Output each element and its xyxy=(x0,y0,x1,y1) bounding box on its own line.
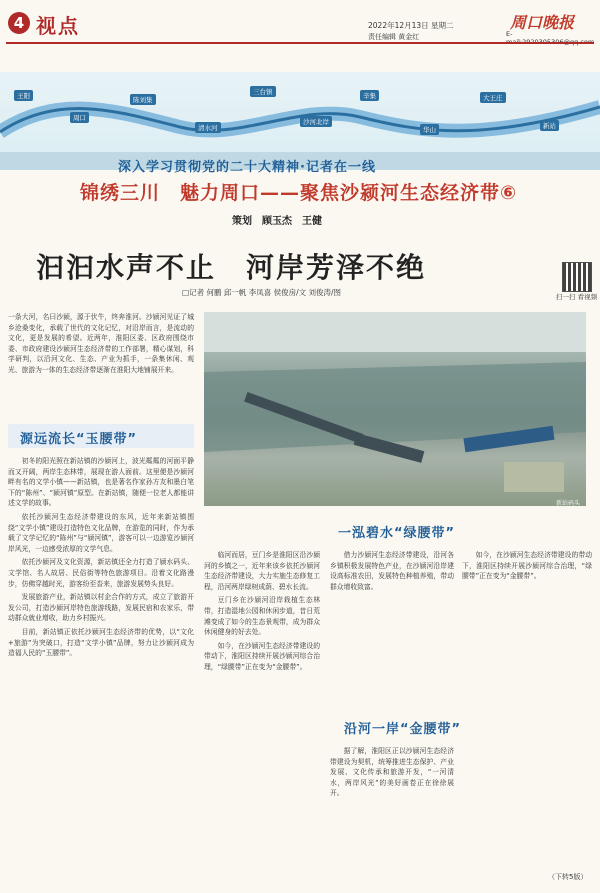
paragraph: 依托沙颍河及文化资源，新站镇还全力打造了颍水码头、文学馆、名人故居、民俗街等特色旅游项目。沿着文化路漫步，仿佛穿越时光，游客纷至沓来，旅游发展势头良好。 xyxy=(8,558,194,588)
photo-graphic xyxy=(204,312,586,506)
page-number: 4 xyxy=(8,12,30,34)
banner-subtitle: 深入学习贯彻党的二十大精神·记者在一线 xyxy=(118,160,376,175)
qr-code[interactable] xyxy=(562,262,592,292)
header-divider xyxy=(6,42,594,44)
section-body xyxy=(204,550,320,866)
paragraph: 借力沙颍河生态经济带建设，沿河各乡镇积极发展特色产业，在沙颍河沿岸建设高标准农田，发展特色种植养殖，带动群众增收致富。 xyxy=(330,551,454,591)
map-label: 陈刘集 xyxy=(130,94,156,105)
paragraph: 临河而居，豆门乡是淮阳区沿沙颍河的乡镇之一，近年来该乡依托沙颍河生态经济带建设，大力实施生态修复工程，沿河两岸绿树成荫、碧水长流。 xyxy=(204,551,320,591)
map-label: 王阳 xyxy=(14,90,33,101)
paragraph: 如今，在沙颍河生态经济带建设的带动下，淮阳区持续开展沙颍河综合治理，“绿腰带”正在变为“金腰带”。 xyxy=(462,551,592,581)
map-label: 新站 xyxy=(540,120,559,131)
paragraph: 发展旅游产业，新站镇以村企合作的方式，成立了旅游开发公司，打造沙颍河岸特色旅游线路，发展民宿和农家乐，带动群众就业增收，助力乡村振兴。 xyxy=(8,593,194,623)
paragraph: 目前，新站镇正依托沙颍河生态经济带的优势，以“文化+旅游”为突破口，打造“文学小镇”品牌，努力让沙颍河成为造福人民的“玉腰带”。 xyxy=(8,627,194,658)
issue-date: 2022年12月13日 星期二 xyxy=(368,21,454,30)
headline: 汩汩水声不止 河岸芳泽不绝 xyxy=(36,251,427,284)
map-label: 周口 xyxy=(70,112,89,123)
section-heading: 沿河一岸“金腰带” xyxy=(344,722,462,737)
byline: □记者 何鹏 邱一帆 李凤喜 侯俊房/文 刘俊涛/图 xyxy=(182,288,342,297)
paragraph: 依托沙颍河生态经济带建设的东风，近年来新站镇围绕“文学小镇”建设打造特色文化品牌，在游览的同时，作为承载了文学记忆的“陈州”与“颍河镇”，游客可以一边游览沙颍河岸风光，一边感受浓厚的文学气息。 xyxy=(8,512,194,553)
paragraph: 如今，在沙颍河生态经济带建设的带动下，淮阳区持续开展沙颍河综合治理，“绿腰带”正在变为“金腰带”。 xyxy=(204,641,320,671)
intro-paragraph: 一条大河，名曰沙颍，源于伏牛，终奔淮河。沙颍河见证了城乡沧桑变化，承载了世代的文化记忆，对沿岸而言，是流动的文化，更是发展的希望。近两年，淮阳区委、区政府围绕市委、市政府建设沙颍河生态经济带的工作部署，精心谋划，科学研判，以沿河文化、生态、产业为抓手，一条集休闲、观光、旅游为一体的生态经济带逐渐在淮阳大地铺展开来。 xyxy=(8,313,194,374)
paragraph: 豆门乡在沙颍河沿岸栽植生态林带，打造湿地公园和休闲步道，昔日荒滩变成了如今的生态景观带，成为群众休闲健身的好去处。 xyxy=(204,596,320,637)
map-label: 大王庄 xyxy=(480,92,506,103)
section-body xyxy=(330,550,454,700)
paragraph: 据了解，淮阳区正以沙颍河生态经济带建设为契机，统筹推进生态保护、产业发展、文化传承和旅游开发，“一河清水，两岸风光”的美好画卷正在徐徐展开。 xyxy=(330,747,454,798)
section-heading: 源远流长“玉腰带” xyxy=(20,432,138,447)
planning-credits: 策划 顾玉杰 王健 xyxy=(232,216,322,227)
continued-note: （下转5版） xyxy=(548,873,588,881)
qr-caption: 扫一扫 看视频 xyxy=(556,293,598,301)
map-label: 三台镇 xyxy=(250,86,276,97)
harbor-photo xyxy=(204,312,586,506)
editor-credit: 责任编辑 黄金红 xyxy=(368,33,420,41)
section-body xyxy=(462,550,592,866)
map-label: 沙河北岸 xyxy=(300,116,332,127)
map-label: 华山 xyxy=(420,124,439,135)
map-label: 清水河 xyxy=(195,122,221,133)
paragraph: 初冬的阳光照在新站镇的沙颍河上，波光粼粼的河面平静而又开阔，两岸生态林带，展现在游人面前。这里便是沙颍河畔有名的文学小镇——新站镇，也是著名作家孙方友和墨白笔下的“陈州”、“颍河镇”原型。在新站镇，随便一位老人都能讲述文学的故事。 xyxy=(8,457,194,508)
section-body xyxy=(8,456,194,866)
newspaper-logo: 周口晚报 xyxy=(510,13,575,32)
contact-email: E-mail:2920305306@qq.com xyxy=(506,30,595,46)
photo-caption: 新站码头 xyxy=(556,500,581,507)
section-heading: 一泓碧水“绿腰带” xyxy=(338,526,456,541)
map-label: 辛集 xyxy=(360,90,379,101)
banner-title: 锦绣三川 魅力周口——聚焦沙颍河生态经济带⑥ xyxy=(80,182,518,204)
section-body xyxy=(330,746,454,866)
section-title: 视点 xyxy=(36,14,80,38)
